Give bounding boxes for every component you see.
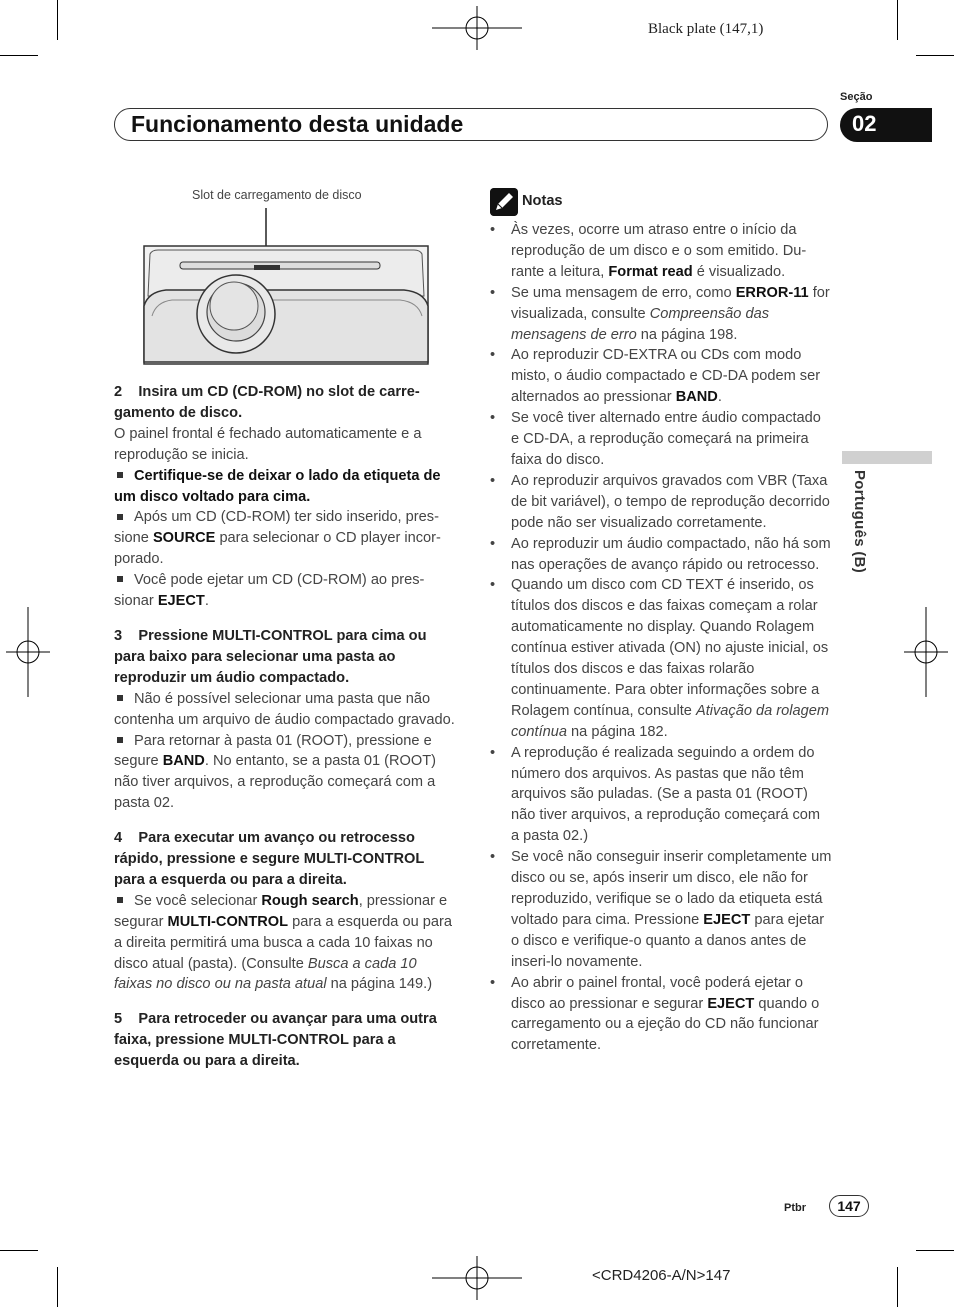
note-text: . No entanto, se a pasta 01 (ROOT) não tiver arquivos, a reprodução começará com a pasta 02.	[114, 753, 437, 812]
notes-title: Notas	[522, 193, 563, 209]
note-item	[490, 220, 832, 283]
language-tab-label: Português (B)	[851, 470, 868, 574]
note-item	[490, 283, 832, 346]
step-2-note-2	[114, 507, 458, 570]
step-title: Para executar um avanço ou retrocesso rápido, pressione e segure MULTI-CONTROL para a esquerda ou para a direita.	[114, 830, 425, 888]
registration-mark	[432, 6, 522, 50]
step-number: 4	[114, 830, 123, 847]
step-2-note-3	[114, 570, 458, 612]
crop-mark	[0, 1250, 38, 1251]
note-text: Se você selecionar	[134, 892, 262, 909]
bullet-square-icon	[117, 695, 123, 701]
bullet-square-icon	[117, 514, 123, 520]
note-item	[490, 973, 832, 1057]
step-5-heading	[114, 1009, 458, 1072]
note-item	[490, 575, 832, 742]
key-name: ERROR-11	[735, 284, 809, 301]
cross-reference: Ativação da rolagem contínua	[511, 702, 830, 740]
note-text: .	[717, 389, 722, 406]
crop-mark	[57, 0, 58, 40]
section-number-badge	[840, 108, 932, 142]
key-name: EJECT	[157, 593, 205, 610]
note-text: para ejetar o disco e verifique-o quanto a danos antes de inseri-lo novamente.	[511, 911, 825, 970]
note-text: na página 182.	[567, 723, 668, 740]
bullet-square-icon	[117, 897, 123, 903]
step-2-heading	[114, 382, 458, 424]
note-text: Não é possível selecionar uma pasta que não contenha um arquivo de áudio compactado gravado.	[114, 690, 455, 728]
crop-mark	[916, 1250, 954, 1251]
key-name: MULTI-CONTROL	[167, 913, 289, 930]
key-name: BAND	[162, 753, 205, 770]
bullet-square-icon	[117, 472, 123, 478]
step-number: 3	[114, 627, 123, 644]
crop-mark	[897, 1267, 898, 1307]
cross-reference: Busca a cada 10 faixas no disco ou na pasta atual	[114, 955, 417, 993]
right-column	[490, 220, 832, 1056]
key-name: BAND	[675, 389, 718, 406]
key-name: Rough search	[261, 892, 359, 909]
section-label: Seção	[840, 91, 873, 103]
step-3-note-2	[114, 731, 458, 815]
note-text: , pressionar e segurar	[114, 892, 448, 930]
crop-mark	[916, 55, 954, 56]
note-text: Quando um disco com CD TEXT é inserido, os títulos dos discos e das faixas começam a rolar automaticamente no display. Quando Rolagem contínua estiver ativada (ON) no ajuste inicial, os títulos dos discos e das faixas rolarão continuamente. Para obter informações sobre a Rolagem contínua, consulte	[511, 577, 829, 719]
left-column	[114, 382, 458, 1072]
note-text: Se você não conseguir inserir completamente um disco ou se, após inserir um disco, ele não for reproduzido, verifique se o lado da etiqueta está voltado para cima. Pressione	[511, 849, 832, 928]
plate-label: Black plate (147,1)	[648, 21, 764, 37]
step-2-note-1	[114, 466, 458, 508]
crop-mark	[897, 0, 898, 40]
note-text: para selecionar o CD player incorporado.	[114, 530, 441, 568]
step-title: Para retroceder ou avançar para uma outra faixa, pressione MULTI-CONTROL para a esquerda ou para a direita.	[114, 1011, 437, 1070]
bullet-square-icon	[117, 737, 123, 743]
note-text: Após um CD (CD-ROM) ter sido inserido, pressione	[114, 509, 439, 547]
bullet-square-icon	[117, 576, 123, 582]
key-name: EJECT	[703, 911, 751, 928]
cd-slot-illustration	[142, 206, 432, 366]
step-title: Insira um CD (CD-ROM) no slot de carregamento de disco.	[114, 384, 420, 421]
language-code: Ptbr	[784, 1202, 806, 1214]
step-3-note-1	[114, 689, 458, 731]
note-text: Se uma mensagem de erro, como	[511, 284, 736, 301]
registration-mark	[432, 1256, 522, 1300]
key-name: Format read	[608, 263, 693, 280]
note-text: .	[204, 593, 209, 610]
note-text: Ao abrir o painel frontal, você poderá ejetar o disco ao pressionar e segurar	[511, 974, 804, 1012]
pencil-note-icon	[490, 188, 518, 216]
note-text: é visualizado.	[692, 263, 786, 280]
note-text: na página 149.)	[326, 976, 433, 993]
step-4-heading	[114, 828, 458, 891]
step-number: 5	[114, 1011, 123, 1028]
note-item: • Ao reproduzir arquivos gravados com VBR (Taxa de bit variável), o tempo de reprodução decorrido pode não ser visualizado corretamente.	[490, 471, 832, 534]
key-name: EJECT	[707, 995, 755, 1012]
crop-mark	[57, 1267, 58, 1307]
note-text: Certifique-se de deixar o lado da etiqueta de um disco voltado para cima.	[114, 467, 441, 505]
step-3-heading	[114, 626, 458, 689]
notes-list	[490, 220, 832, 1056]
note-text: na página 198.	[636, 326, 738, 343]
document-code: <CRD4206-A/N>147	[592, 1267, 731, 1284]
section-number: 02	[852, 111, 877, 136]
note-item: • A reprodução é realizada seguindo a ordem do número dos arquivos. As pastas que não têm arquivos são puladas. (Se a pasta 01 (ROOT) não tiver arquivos, a reprodução começará com a pasta 02.)	[490, 743, 832, 848]
registration-mark	[904, 607, 948, 697]
note-item	[490, 847, 832, 972]
step-title: Pressione MULTI-CONTROL para cima ou para baixo para selecionar uma pasta ao reproduzir um áudio compactado.	[114, 627, 427, 686]
step-number: 2	[114, 384, 123, 400]
note-text: for visualizada, consulte	[511, 284, 830, 322]
figure-label: Slot de carregamento de disco	[192, 188, 362, 202]
note-text: Você pode ejetar um CD (CD-ROM) ao pressionar	[114, 572, 425, 610]
note-text: para a esquerda ou para a direita permitirá uma busca a cada 10 faixas no disco atual (pasta). (Consulte	[114, 913, 452, 972]
note-item: • Ao reproduzir um áudio compactado, não há som nas operações de avanço rápido ou retrocesso.	[490, 534, 832, 576]
step-4-note-1	[114, 891, 458, 996]
note-text: Para retornar à pasta 01 (ROOT), pressione e segure	[114, 732, 432, 770]
note-item	[490, 345, 832, 408]
cross-reference: Compreensão das mensagens de erro	[511, 305, 769, 343]
page-number: 147	[829, 1195, 869, 1217]
crop-mark	[0, 55, 38, 56]
note-text: Ao reproduzir CD-EXTRA ou CDs com modo misto, o áudio compactado e CD-DA podem ser alternados ao pressionar	[511, 347, 821, 406]
key-name: SOURCE	[152, 530, 216, 547]
step-2-body: O painel frontal é fechado automaticamente e a reprodução se inicia.	[114, 425, 422, 463]
page-title: Funcionamento desta unidade	[131, 111, 464, 137]
language-tab-bar	[842, 451, 932, 464]
note-item: • Se você tiver alternado entre áudio compactado e CD-DA, a reprodução começará na primeira faixa do disco.	[490, 408, 832, 471]
note-text: quando o carregamento ou a ejeção do CD não funcionar corretamente.	[511, 995, 820, 1054]
note-text: Às vezes, ocorre um atraso entre o início da reprodução de um disco e o som emitido. Durante a leitura,	[511, 222, 807, 280]
registration-mark	[6, 607, 50, 697]
